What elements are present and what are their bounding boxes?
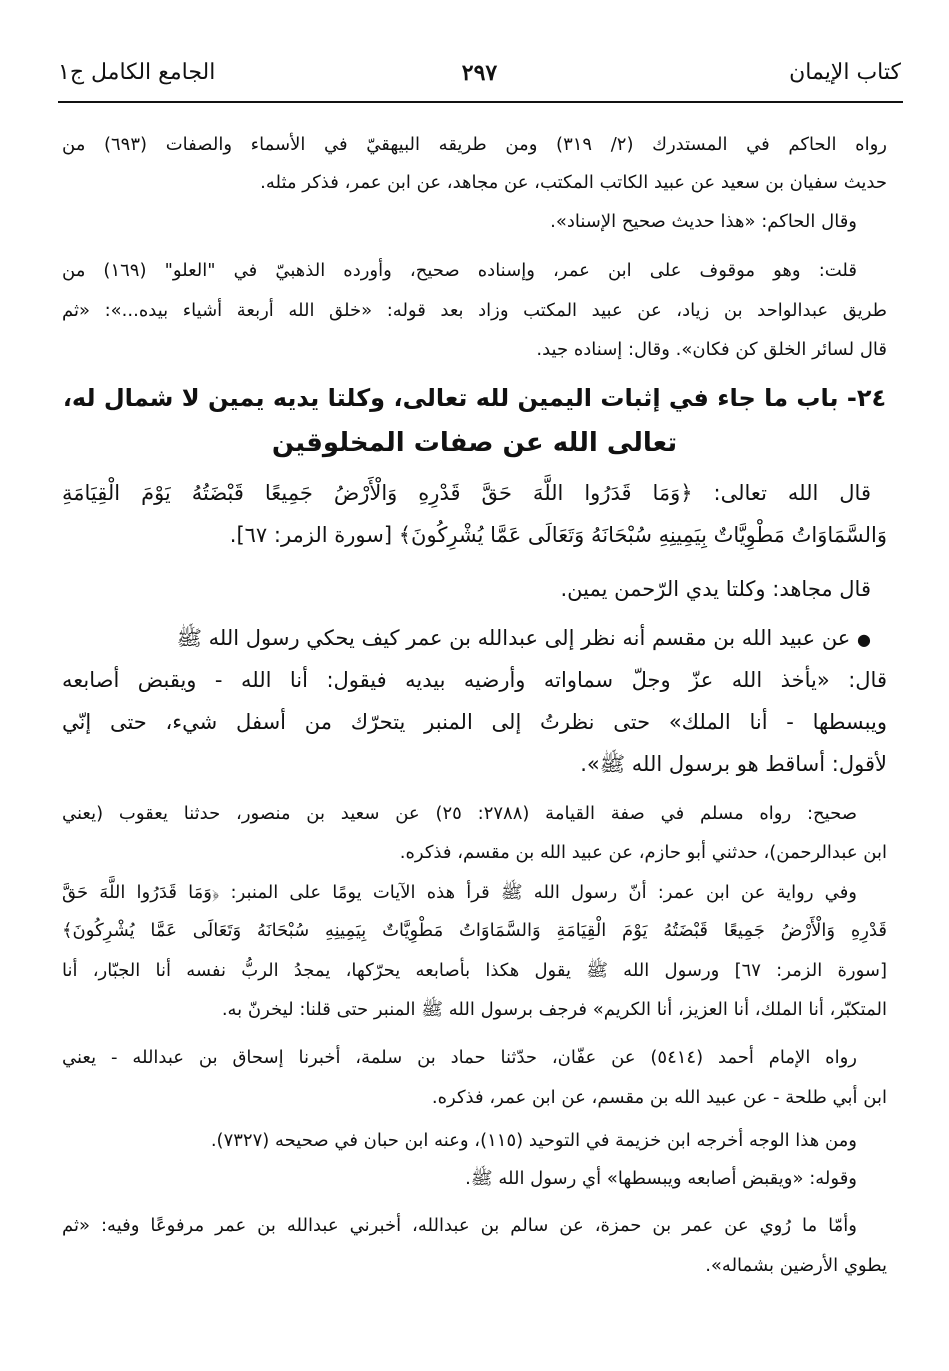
hadith-line: قال: «يأخذ الله عزّ وجلّ سماواته وأرضيه بيديه فيقول: أنا الله - ويقبض أصابعه: [62, 668, 887, 692]
bullet-icon: ●: [857, 630, 871, 649]
note-line: ومن هذا الوجه أخرجه ابن خزيمة في التوحيد (١١٥)، وعنه ابن حبان في صحيحه (٧٣٢٧).: [210, 1130, 857, 1151]
verse-line: وَالسَّمَاوَاتُ مَطْوِيَّاتٌ بِيَمِينِهِ سُبْحَانَهُ وَتَعَالَى عَمَّا يُشْرِكُونَ﴾ [سورة الزمر: ٦٧].: [229, 523, 887, 547]
hadith-line: لأقول: أساقط هو برسول الله ﷺ».: [580, 752, 887, 776]
header-book-title: كتاب الإيمان: [789, 60, 901, 85]
hadith-line: ويبسطها - أنا الملك» حتى نظرتُ إلى المنبر يتحرّك من أسفل شيء، حتى إنّي: [62, 710, 887, 734]
note-line: وقال الحاكم: «هذا حديث صحيح الإسناد».: [550, 211, 857, 232]
note-line: يطوي الأرضين بشماله».: [705, 1255, 887, 1276]
note-line: رواه الإمام أحمد (٥٤١٤) عن عفّان، حدّثنا حماد بن سلمة، أخبرنا إسحاق بن عبدالله - يعني: [62, 1047, 857, 1068]
note-line: صحيح: رواه مسلم في صفة القيامة (٢٧٨٨: ٢٥) عن سعيد بن منصور، حدثنا يعقوب (يعني: [62, 803, 857, 824]
note-line: ابن عبدالرحمن)، حدثني أبو حازم، عن عبيد الله بن مقسم، فذكره.: [399, 842, 887, 863]
running-header: [58, 58, 901, 98]
note-line: قلت: وهو موقوف على ابن عمر، وإسناده صحيح، وأورده الذهبيّ في "العلو" (١٦٩) من: [62, 260, 857, 281]
verse-line: قال الله تعالى: ﴿وَمَا قَدَرُوا اللَّهَ حَقَّ قَدْرِهِ وَالْأَرْضُ جَمِيعًا قَبْضَتُهُ يَوْمَ الْقِيَامَةِ: [62, 481, 871, 505]
note-line: قَدْرِهِ وَالْأَرْضُ جَمِيعًا قَبْضَتُهُ يَوْمَ الْقِيَامَةِ وَالسَّمَاوَاتُ مَطْوِيَّاتٌ بِيَمِينِهِ سُبْحَانَهُ وَتَعَالَى عَمَّا يُشْرِكُونَ﴾: [62, 920, 887, 941]
note-line: [سورة الزمر: ٦٧] ورسول الله ﷺ يقول هكذا بأصابعه يحرّكها، يمجدُ الربُّ نفسه أنا الجبّار، أنا: [62, 960, 887, 981]
note-line: قال لسائر الخلق كن فكان». وقال: إسناده جيد.: [536, 339, 887, 360]
header-divider: [58, 101, 903, 103]
chapter-heading-line-1: ٢٤- باب ما جاء في إثبات اليمين لله تعالى، وكلتا يديه يمين لا شمال له،: [62, 384, 887, 412]
hadith-line: [177, 628, 871, 649]
note-line: ابن أبي طلحة - عن عبيد الله بن مقسم، عن ابن عمر، فذكره.: [431, 1087, 887, 1108]
note-line: طريق عبدالواحد بن زياد، عن عبيد المكتب وزاد بعد قوله: «خلق الله أربعة أشياء بيده...»: «ثم: [62, 300, 887, 321]
mujahid-statement: قال مجاهد: وكلتا يدي الرّحمن يمين.: [560, 577, 871, 601]
note-line: وأمّا ما رُوي عن عمر بن حمزة، عن سالم بن عبدالله، أخبرني عبدالله بن عمر مرفوعًا وفيه: «ثم: [62, 1215, 857, 1236]
note-line: رواه الحاكم في المستدرك (٢/ ٣١٩) ومن طريقه البيهقيّ في الأسماء والصفات (٦٩٣) من: [62, 134, 887, 155]
page-number: ٢٩٧: [461, 60, 498, 86]
header-volume-title: الجامع الكامل ج١: [58, 60, 216, 85]
chapter-heading-line-2: تعالى الله عن صفات المخلوقين: [271, 428, 678, 458]
note-line: حديث سفيان بن سعيد عن عبيد الكاتب المكتب، عن مجاهد، عن ابن عمر، فذكر مثله.: [260, 172, 887, 193]
note-line: وقوله: «ويقبض أصابعه ويبسطها» أي رسول الله ﷺ.: [465, 1168, 857, 1189]
note-line: المتكبّر، أنا الملك، أنا العزيز، أنا الكريم» فرجف برسول الله ﷺ المنبر حتى قلنا: ليخرنّ به.: [221, 999, 887, 1020]
hadith-line-text: عن عبيد الله بن مقسم أنه نظر إلى عبدالله بن عمر كيف يحكي رسول الله ﷺ: [176, 626, 851, 650]
note-line: وفي رواية عن ابن عمر: أنّ رسول الله ﷺ قرأ هذه الآيات يومًا على المنبر: ﴿وَمَا قَدَرُوا اللَّهَ حَقَّ: [62, 882, 857, 903]
